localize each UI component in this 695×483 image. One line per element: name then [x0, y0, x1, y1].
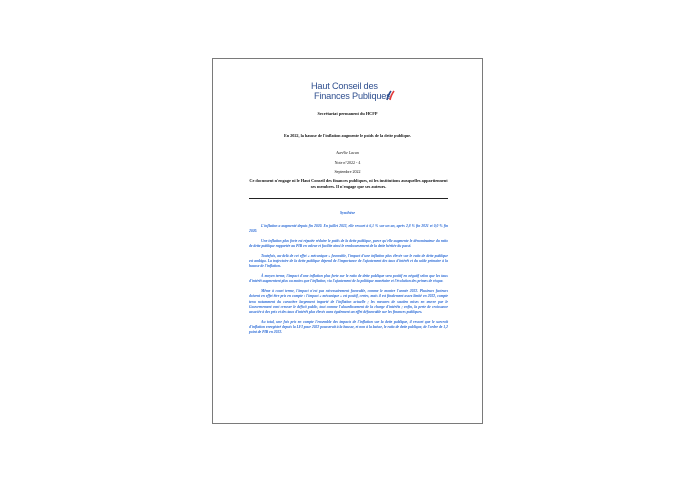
- synthese-paragraph: Même à court terme, l'impact n'est pas nécessairement favorable, comme le montre l'année 2022. Plusieurs facteurs doivent en effet être pris en compte : l'impact « mécanique » est positif, certes, mais il est finalement assez limité en 2022, compte tenu notamment du caractère largement importé de l'inflation actuelle ; les mesures de soutien mises en œuvre par le Gouvernement vont creuser le déficit public, tout comme l'alourdissement de la charge d'intérêts ; enfin, la perte de croissance associée à des prix et des taux d'intérêt plus élevés aura également un effet défavorable sur les finances publiques.: [249, 289, 448, 315]
- logo-line-1: Haut Conseil des: [311, 81, 378, 91]
- synthese-paragraph: Une inflation plus forte est réputée réduire le poids de la dette publique, parce qu'elle augmente le dénominateur du ratio de dette publique rapportée au PIB en valeur et facilite ainsi le remboursement de la dette héritée du passé.: [249, 239, 448, 249]
- document-page: [212, 58, 483, 424]
- divider: [249, 198, 448, 199]
- synthese-paragraph: L'inflation a augmenté depuis fin 2020. En juillet 2022, elle ressort à 6,1 % sur un an, après 2,8 % fin 2021 et 0,0 % fin 2020.: [249, 224, 448, 234]
- publication-date: Septembre 2022: [334, 169, 361, 174]
- secretariat-label: Secrétariat permanent du HCFP: [317, 111, 378, 116]
- synthese-body: [249, 224, 448, 340]
- note-number: Note n°2022 - 4: [334, 160, 361, 165]
- logo-line-2: Finances Publiques: [314, 91, 391, 101]
- synthese-paragraph: Toutefois, au-delà de cet effet « mécanique » favorable, l'impact d'une inflation plus élevée sur le ratio de dette publique est ambigu. La trajectoire de la dette publique dépend de l'importance de l'ajustement des taux d'intérêt et du solde primaire à la hausse de l'inflation.: [249, 254, 448, 269]
- disclaimer: Ce document n'engage ni le Haut Conseil des finances publiques, ni les institutions auxquelles appartiennent ses membres. Il n'engage que ses auteurs.: [249, 178, 448, 189]
- hcfp-logo: [311, 81, 401, 111]
- flag-icon: [384, 90, 395, 101]
- document-title: En 2022, la hausse de l'inflation augmente le poids de la dette publique.: [283, 133, 412, 138]
- author-name: Aurélie Lacan: [336, 150, 359, 155]
- synthese-heading: Synthèse: [339, 210, 356, 215]
- synthese-paragraph: Au total, une fois pris en compte l'ensemble des impacts de l'inflation sur la dette publique, il ressort que le surcroît d'inflation enregistré depuis la LFI pour 2022 pousserait à la hausse, et non à la baisse, le ratio de dette publique, de l'ordre de 1,2 point de PIB en 2022.: [249, 319, 448, 335]
- synthese-paragraph: À moyen terme, l'impact d'une inflation plus forte sur le ratio de dette publique sera positif en négatif selon que les taux d'intérêt augmentent plus ou moins que l'inflation, via l'ajustement de la politique monétaire et l'évolution des primes de risque.: [249, 274, 448, 284]
